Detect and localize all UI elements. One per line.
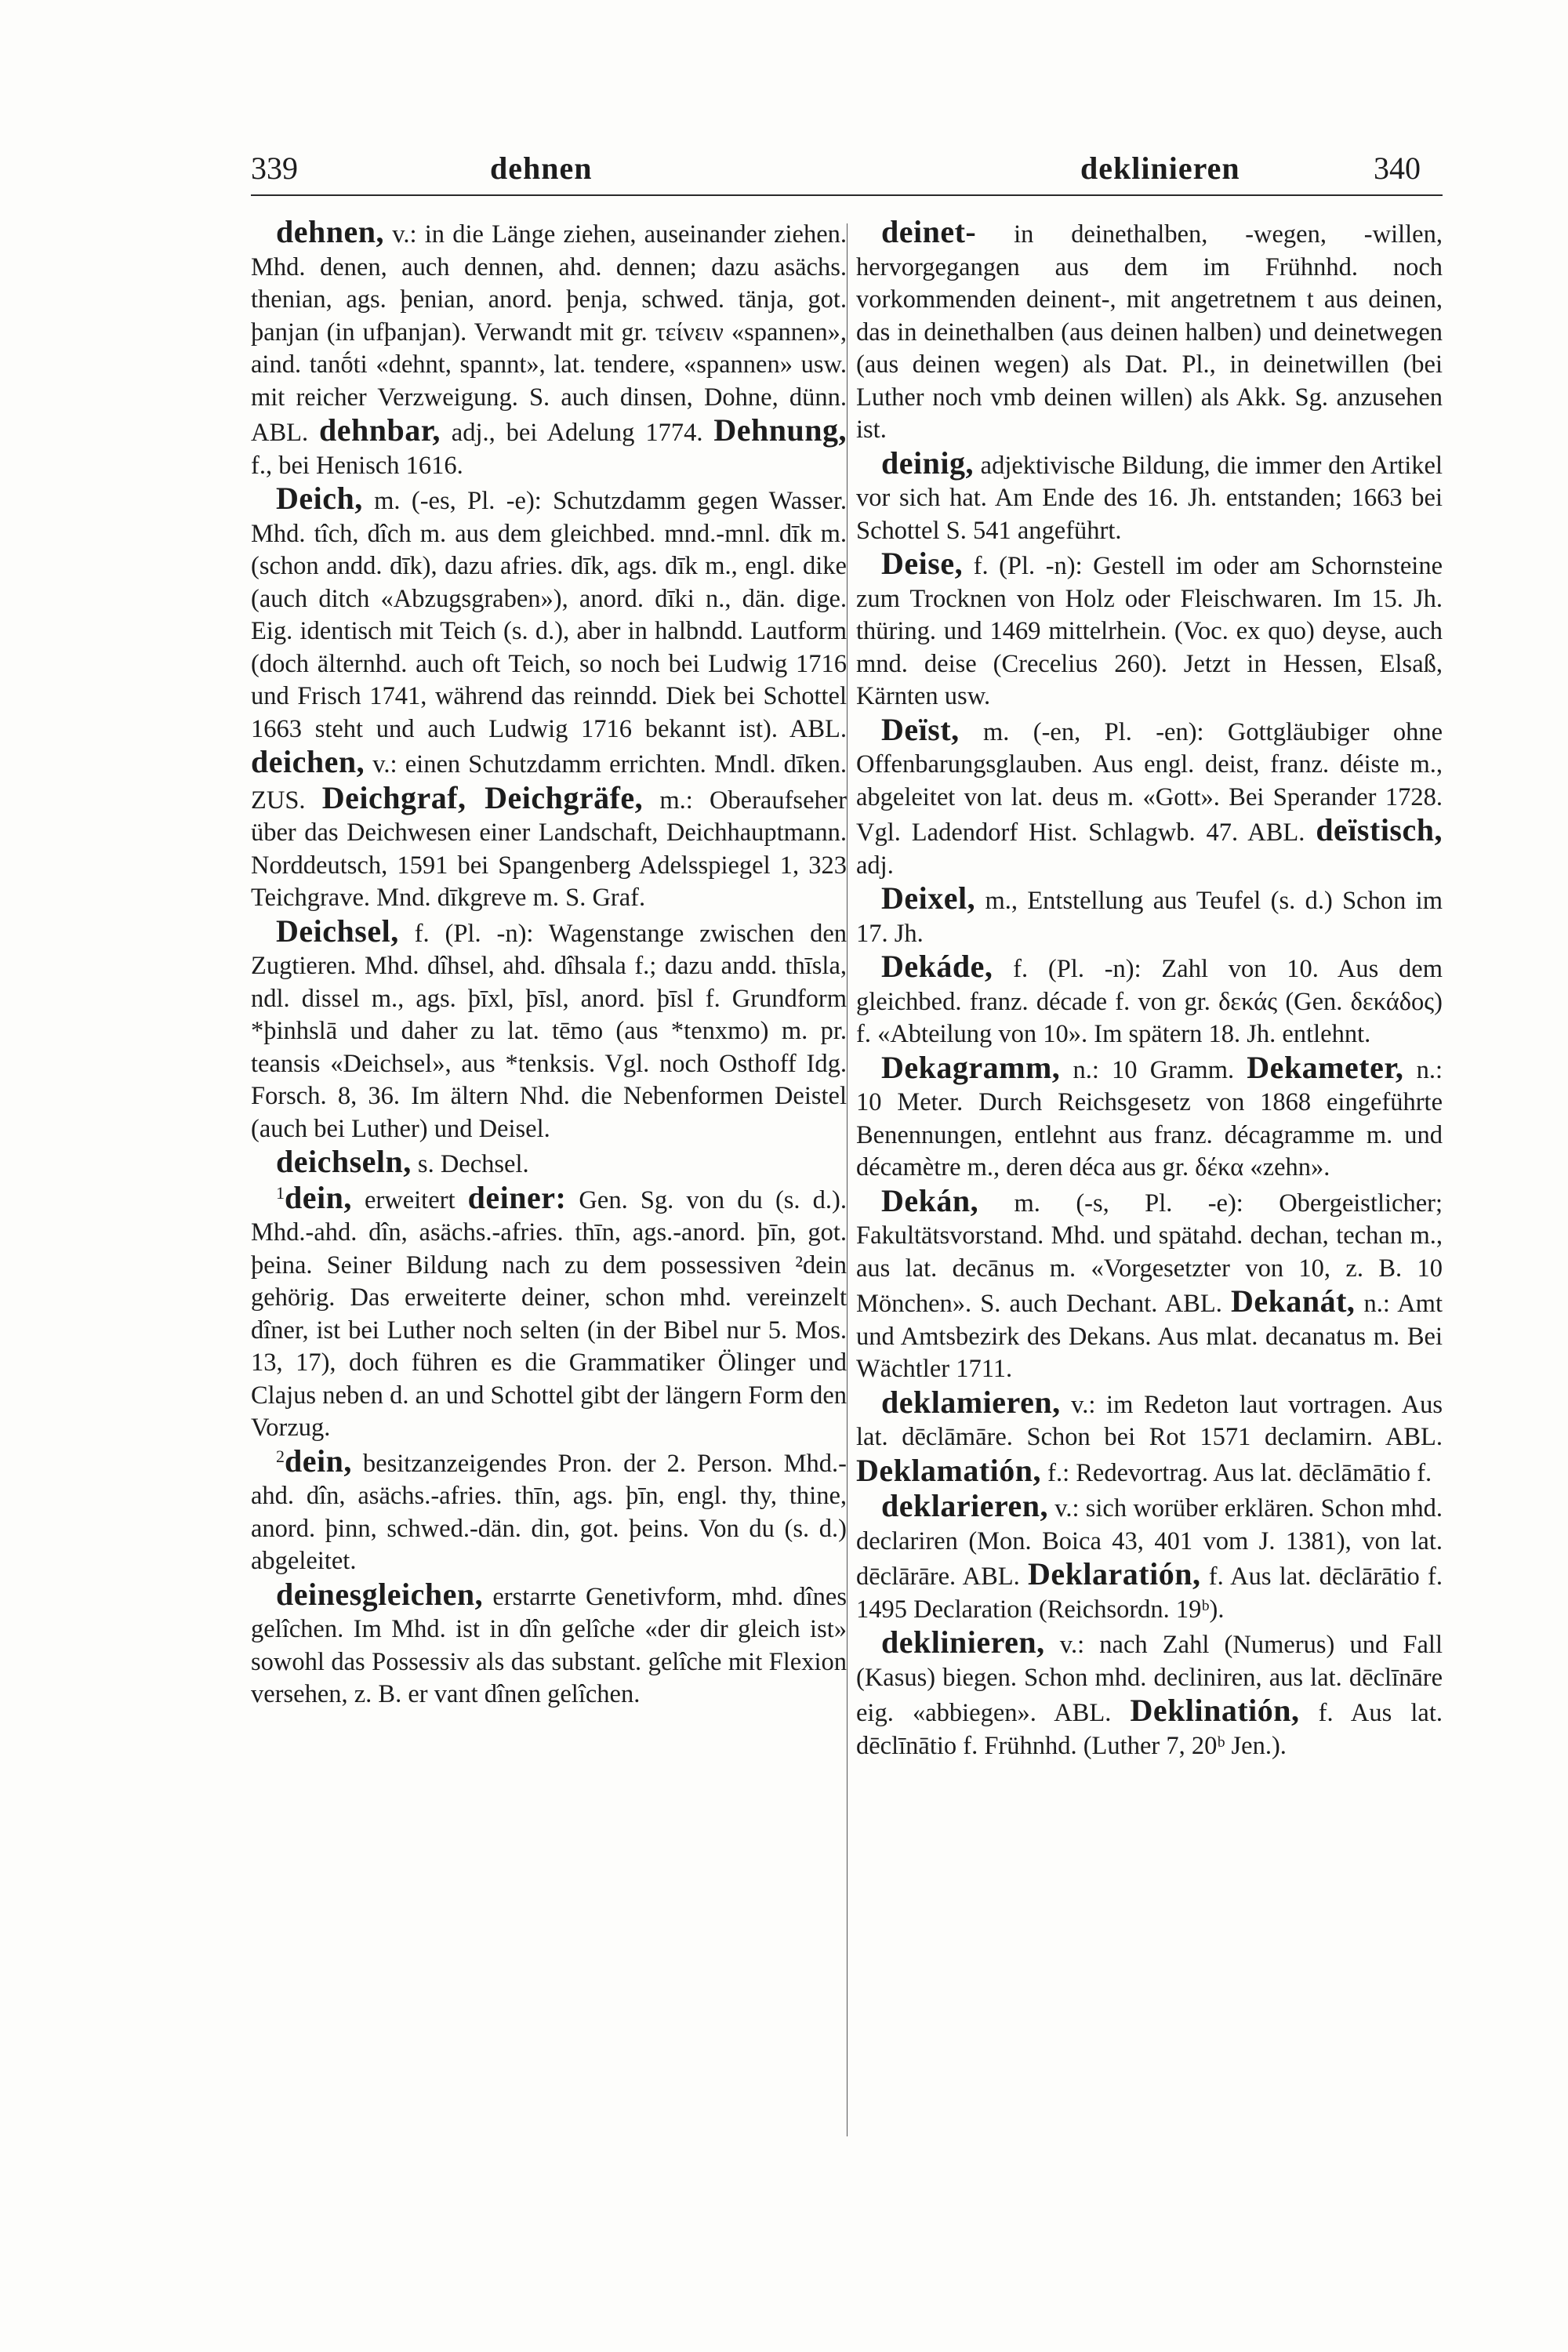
entry-deise: [856, 547, 1443, 713]
lemma: dein,: [285, 1179, 352, 1215]
lemma: Dehnung,: [713, 412, 847, 448]
entry-text: m., Entstellung aus Teufel (s. d.) Schon im 17. Jh.: [856, 887, 1443, 948]
entry-text: f.: Redevortrag. Aus lat. dēclāmātio f.: [1041, 1458, 1432, 1487]
entry-text: erweitert: [351, 1185, 468, 1214]
lemma: Dekanát,: [1230, 1283, 1356, 1319]
lemma: deinig,: [881, 445, 974, 481]
lemma: deinet-: [881, 216, 977, 249]
entry-deklinieren: [856, 1626, 1443, 1762]
lemma: deklamieren,: [881, 1384, 1061, 1420]
entry-text: f. (Pl. -n): Wagenstange zwischen den Zugtieren. Mhd. dîhsel, ahd. dîhsala f.; dazu andd. thīsla, ndl. dissel m., ags. þīxl, þīsl, anord. þīsl f. Grundform *þinhslā und daher zu lat. tēmo (aus *tenxmo) m. pr. teansis «Deichsel», aus *tenksis. Vgl. noch Osthoff Idg. Forsch. 8, 36. Im ältern Nhd. die Nebenformen Deistel (auch bei Luther) und Deisel.: [251, 919, 847, 1143]
lemma: deklarieren,: [881, 1488, 1049, 1523]
entry-dehnen: [251, 216, 847, 482]
entry-deinesgleichen: [251, 1578, 847, 1711]
entry-text: Gen. Sg. von du (s. d.). Mhd.-ahd. dîn, asächs.-afries. thīn, ags.-anord. þīn, got. þeina. Seiner Bildung nach zu dem possessiven ²dein gehörig. Das erweiterte deiner, schon mhd. vereinzelt dîner, ist bei Luther noch selten (in der Bibel nur 5. Mos. 13, 17), doch führen es die Grammatiker Ölinger und Clajus neben d. an und Schottel gibt der längern Form den Vorzug.: [251, 1185, 847, 1442]
entry-text: v.: im Redeton laut vortragen. Aus lat. dēclāmāre. Schon bei Rot 1571 declamirn. ABL.: [856, 1390, 1443, 1451]
entry-text: n.: 10 Gramm.: [1060, 1055, 1247, 1084]
entry-text: f., bei Henisch 1616.: [251, 451, 463, 480]
page-number-right: 340: [1374, 151, 1421, 186]
entry-dein-2: [251, 1445, 847, 1578]
lemma: Deichgraf, Deichgräfe,: [321, 779, 644, 815]
header-rule: [251, 194, 1443, 196]
entry-text: f. (Pl. -n): Zahl von 10. Aus dem gleichbed. franz. décade f. von gr. δεκάς (Gen. δεκάδος) f. «Abteilung von 10». Im spätern 18. Jh. entlehnt.: [856, 955, 1443, 1048]
entry-deich: [251, 482, 847, 915]
entry-text: adj., bei Adelung 1774.: [440, 419, 714, 447]
right-column: [856, 216, 1443, 2144]
lemma: deichseln,: [276, 1144, 412, 1179]
lemma: Deklaratión,: [1028, 1556, 1201, 1592]
entry-text: adjektivische Bildung, die immer den Artikel vor sich hat. Am Ende des 16. Jh. entstanden; 1663 bei Schottel S. 541 angeführt.: [856, 451, 1443, 545]
lemma: Deklamatión,: [856, 1452, 1041, 1488]
lemma: dehnbar,: [319, 412, 441, 448]
entry-deklamieren: [856, 1386, 1443, 1490]
entry-deist: [856, 713, 1443, 883]
entry-text: v.: einen Schutzdamm errichten. Mndl. dīken. ZUS.: [251, 750, 847, 815]
entry-deinet: [856, 216, 1443, 447]
page-header: [251, 149, 1443, 188]
entry-text: v.: sich worüber erklären. Schon mhd. declariren (Mon. Boica 43, 401 vom J. 1381), von lat. dēclārāre. ABL.: [856, 1494, 1443, 1591]
entry-dekan: [856, 1182, 1443, 1386]
left-column: [251, 216, 847, 2144]
guide-word-right: deklinieren: [1080, 151, 1240, 186]
entry-text: m. (-s, Pl. -e): Obergeistlicher; Fakultätsvorstand. Mhd. und spätahd. dechan, techan m., aus lat. decānus m. «Vorgesetzter von 10, z. B. 10 Mönchen». S. auch Dechant. ABL.: [856, 1189, 1443, 1318]
entry-text: n.: Amt und Amtsbezirk des Dekans. Aus mlat. decanatus m. Bei Wächtler 1711.: [856, 1290, 1443, 1383]
lemma: Deich,: [276, 481, 363, 516]
entry-text: adj.: [856, 851, 894, 880]
lemma: Deklinatión,: [1130, 1693, 1300, 1728]
lemma: deklinieren,: [881, 1624, 1045, 1660]
entry-dekagramm: [856, 1051, 1443, 1185]
column-divider: [847, 223, 848, 2136]
entry-text: f. (Pl. -n): Gestell im oder am Schornsteine zum Trocknen von Holz oder Fleischwaren. Im 15. Jh. thüring. und 1469 mittelrhein. (Voc. ex quo) deyse, auch mnd. deise (Crecelius 260). Jetzt in Hessen, Elsaß, Kärnten usw.: [856, 552, 1443, 710]
entry-deixel: [856, 882, 1443, 950]
lemma: deichen,: [251, 744, 365, 779]
lemma: deinesgleichen,: [276, 1576, 484, 1612]
entry-deinig: [856, 447, 1443, 548]
entry-text: m. (-es, Pl. -e): Schutzdamm gegen Wasser. Mhd. tîch, dîch m. aus dem gleichbed. mnd.-mnl. dīk m. (schon andd. dīk), dazu afries. dīk, ags. dīk m., engl. dike (auch ditch «Abzugsgraben»), anord. dīki n., dän. dige. Eig. identisch mit Teich (s. d.), aber in halbndd. Lautform (doch älternhd. auch oft Teich, so noch bei Ludwig 1716 und Frisch 1741, während das reinndd. Diek bei Schottel 1663 steht und auch Ludwig 1716 bekannt ist). ABL.: [251, 487, 847, 743]
lemma: dein,: [285, 1443, 352, 1479]
entry-text: f. Aus lat. dēclārātio f. 1495 Declaration (Reichsordn. 19ᵇ).: [856, 1563, 1443, 1624]
page-number-left: 339: [251, 151, 298, 186]
entry-text: m.: Oberaufseher über das Deichwesen einer Landschaft, Deichhauptmann. Norddeutsch, 1591 bei Spangenberg Adelsspiegel 1, 323 Teichgrave. Mnd. dīkgreve m. S. Graf.: [251, 786, 847, 912]
entry-text: f. Aus lat. dēclīnātio f. Frühnhd. (Luther 7, 20ᵇ Jen.).: [856, 1699, 1443, 1760]
lemma: deiner:: [467, 1179, 567, 1215]
guide-word-left: dehnen: [490, 151, 593, 186]
lemma: Dekagramm,: [881, 1049, 1061, 1085]
entry-text: m. (-en, Pl. -en): Gottgläubiger ohne Offenbarungsglauben. Aus engl. deist, franz. déiste m., abgeleitet von lat. deus m. «Gott». Bei Sperander 1728. Vgl. Ladendorf Hist. Schlagwb. 47. ABL.: [856, 717, 1443, 847]
homograph-number: 1: [276, 1182, 285, 1203]
homograph-number: 2: [276, 1446, 285, 1466]
entry-text: s. Dechsel.: [411, 1150, 529, 1178]
lemma: deïstisch,: [1316, 812, 1443, 848]
lemma: Dekameter,: [1247, 1049, 1404, 1085]
entry-deichseln: [251, 1145, 847, 1181]
lemma: Dekán,: [881, 1182, 979, 1218]
lemma: Deixel,: [881, 880, 976, 916]
lemma: dehnen,: [276, 216, 384, 249]
entry-text: v.: nach Zahl (Numerus) und Fall (Kasus) biegen. Schon mhd. decliniren, aus lat. dēclīnāre eig. «abbiegen». ABL.: [856, 1631, 1443, 1727]
entry-dekade: [856, 950, 1443, 1051]
lemma: Dekáde,: [881, 949, 993, 984]
entry-text: v.: in die Länge ziehen, auseinander ziehen. Mhd. denen, auch dennen, ahd. dennen; dazu asächs. thenian, ags. þenian, anord. þenja, schwed. tänja, got. þanjan (in ufþanjan). Verwandt mit gr. τείνειν «spannen», aind. tanṓti «dehnt, spannt», lat. tendere, «spannen» usw. mit reicher Verzweigung. S. auch dinsen, Dohne, dünn. ABL.: [251, 220, 847, 447]
lemma: Deichsel,: [276, 913, 399, 949]
lemma: Deise,: [881, 546, 964, 581]
entry-text: besitzanzeigendes Pron. der 2. Person. Mhd.-ahd. dîn, asächs.-afries. thīn, ags. þīn, engl. thy, thine, anord. þinn, schwed.-dän. din, got. þeins. Von du (s. d.) abgeleitet.: [251, 1449, 847, 1575]
entry-text: erstarrte Genetivform, mhd. dînes gelîchen. Im Mhd. ist in dîn gelîche «der dir gleich ist» sowohl das Possessiv als das substant. gelîche mit Flexion versehen, z. B. er vant dînen gelîchen.: [251, 1582, 847, 1708]
entry-text: n.: 10 Meter. Durch Reichsgesetz von 1868 eingeführte Benennungen, entlehnt aus franz. décagramme m. und décamètre m., deren déca aus gr. δέκα «zehn».: [856, 1055, 1443, 1181]
entry-dein-1: [251, 1181, 847, 1445]
lemma: Deïst,: [881, 711, 960, 747]
entry-deichsel: [251, 915, 847, 1146]
entry-deklarieren: [856, 1490, 1443, 1626]
entry-text: in deinethalben, -wegen, -willen, hervorgegangen aus dem im Frühnhd. noch vorkommenden deinent-, mit angetretnem t aus deinen, das in deinethalben (aus deinen halben) und deinetwegen (aus deinen wegen) als Dat. Pl., in deinetwillen (bei Luther noch vmb deinen willen) als Akk. Sg. anzusehen ist.: [856, 220, 1443, 444]
